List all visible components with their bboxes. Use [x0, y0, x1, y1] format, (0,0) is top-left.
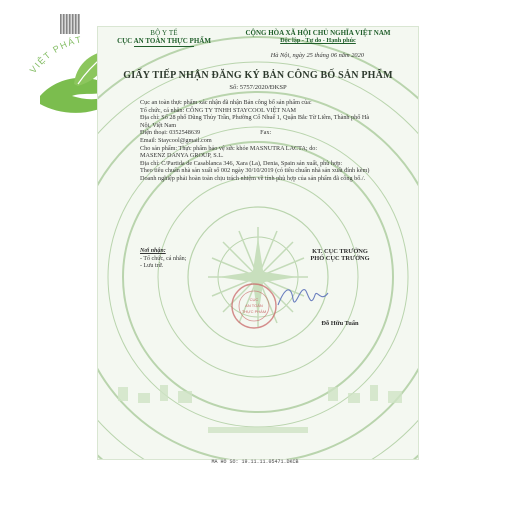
department-name: CỤC AN TOÀN THỰC PHẨM [117, 37, 211, 45]
signer-title-2: PHÓ CỤC TRƯỞNG [310, 255, 370, 262]
stamp-line: CỤC [249, 297, 259, 302]
document-number: Số: 5757/2020/ĐKSP [229, 84, 287, 91]
responsibility-line: Doanh nghiệp phải hoàn toàn chịu trách nhiệm về tính phù hợp của sản phẩm đã công bố./. [140, 174, 366, 182]
phone: Điện thoại: 0352548639 [140, 129, 201, 137]
fax: Fax: [260, 129, 272, 137]
certificate-document [97, 26, 419, 460]
logo-text: VIỆT PHÁT [27, 34, 84, 76]
organization: Tổ chức, cá nhân: CÔNG TY TNHH STAYCOOL VIỆT NAM [140, 106, 297, 114]
document-title: GIẤY TIẾP NHẬN ĐĂNG KÝ BẢN CÔNG BỐ SẢN PHẨM [123, 70, 393, 81]
national-header [222, 29, 414, 44]
issue-date: Hà Nội, ngày 25 tháng 06 năm 2020 [270, 52, 364, 59]
product-line: Cho sản phẩm: Thực phẩm bảo vệ sức khỏe MASNUTRA LACTA; do: [140, 144, 318, 152]
manufacturer: MASENZ DANYA GROUP, S.L. [140, 152, 224, 160]
standard-line: Theo tiêu chuẩn nhà sản xuất số 002 ngày 30/10/2019 (có tiêu chuẩn nhà sản xuất đính kèm) [140, 167, 370, 175]
national-motto: Độc lập - Tự do - Hạnh phúc [280, 37, 356, 44]
contact-row [140, 129, 378, 137]
stamp-line: AN TOÀN [245, 303, 263, 308]
handwritten-signature [273, 277, 333, 317]
ministry-name: BỘ Y TẾ [150, 29, 178, 37]
signer-name: Đỗ Hữu Tuấn [321, 320, 359, 327]
issuer-header [104, 29, 224, 47]
recipients-heading: Nơi nhận: [140, 248, 166, 254]
recipients [140, 248, 186, 271]
stamp-line: THỰC PHẨM [241, 309, 267, 314]
header-underline [134, 46, 194, 47]
bronze-drum-watermark [98, 27, 418, 459]
recipient-item: - Tổ chức, cá nhân; [140, 255, 187, 262]
organization-address: Địa chỉ: Số 28 phố Dũng Thủy Trần, Phường Cổ Nhuế 1, Quận Bắc Từ Liêm, Thành phố Hà Nội, Việt Nam [140, 114, 370, 129]
dossier-code: MA HO SO: 19.11.11.05471.DKCB [211, 459, 299, 465]
manufacturer-address: Địa chỉ: C/Partida de Casablanca 346, Xara (La), Denia, Spain sản xuất, phù hợp: [140, 159, 343, 167]
country-name: CỘNG HÒA XÃ HỘI CHỦ NGHĨA VIỆT NAM [245, 29, 391, 37]
email: Email: Staycool@gmail.com [140, 136, 212, 144]
official-stamp [230, 282, 278, 330]
signer-title-1: KT. CỤC TRƯỞNG [312, 248, 368, 255]
intro-text: Cục an toàn thực phẩm xác nhận đã nhận Bản công bố sản phẩm của: [140, 99, 312, 106]
recipient-item: - Lưu trữ. [140, 263, 164, 270]
document-body [140, 99, 378, 183]
signature-block [280, 248, 400, 262]
